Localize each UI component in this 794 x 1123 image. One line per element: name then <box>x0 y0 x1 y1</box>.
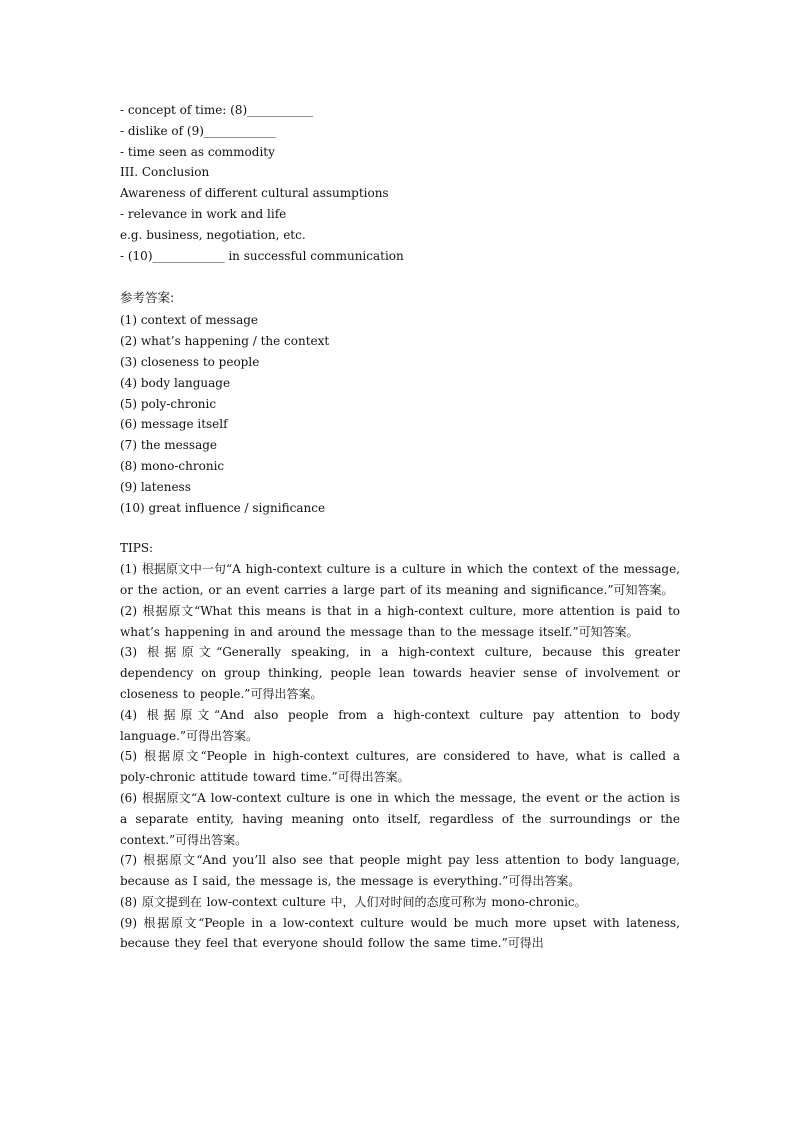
tip-item: (5) 根据原文“People in high-context cultures, are considered to have, what is called a poly-chronic attitude toward time.”可得出答案。 <box>120 749 680 785</box>
tips-heading: TIPS: <box>120 541 154 556</box>
answer-item: (1) context of message <box>120 313 259 328</box>
answer-item: (2) what’s happening / the context <box>120 334 330 349</box>
answer-item: (6) message itself <box>120 417 228 432</box>
answer-item: (7) the message <box>120 438 218 453</box>
outline-line: Awareness of different cultural assumptions <box>120 186 389 201</box>
answer-item: (5) poly-chronic <box>120 396 217 411</box>
spacer <box>120 518 680 538</box>
answers-heading: 参考答案: <box>120 290 175 306</box>
answer-item: (3) closeness to people <box>120 354 260 369</box>
document-page <box>120 100 680 954</box>
answer-item: (10) great influence / significance <box>120 500 326 515</box>
outline-line: - (10)____________ in successful communication <box>120 248 404 263</box>
outline-line: - relevance in work and life <box>120 206 287 221</box>
outline-line: e.g. business, negotiation, etc. <box>120 227 306 242</box>
answer-item: (9) lateness <box>120 479 191 494</box>
tip-item: (4) 根据原文“And also people from a high-context culture pay attention to body language.”可得出答案。 <box>120 707 680 743</box>
tip-item: (7) 根据原文“And you’ll also see that people might pay less attention to body language, because as I said, the message is, the message is everything.”可得出答案。 <box>120 853 680 889</box>
tip-item: (3) 根据原文“Generally speaking, in a high-context culture, because this greater dependency on group thinking, people lean towards heavier sense of involvement or closeness to people.”可得出答案。 <box>120 645 680 701</box>
answer-item: (8) mono-chronic <box>120 458 225 473</box>
outline-line: - concept of time: (8)___________ <box>120 103 314 117</box>
tip-item: (9) 根据原文“People in a low-context culture would be much more upset with lateness, because they feel that everyone should follow the same time.”可得出 <box>120 915 680 951</box>
tip-item: (1) 根据原文中一句“A high-context culture is a culture in which the context of the message, or the action, or an event carries a large part of its meaning and significance.”可知答案。 <box>120 562 680 597</box>
tip-item: (8) 原文提到在 low-context culture 中，人们对时间的态度可称为 mono-chronic。 <box>120 894 587 909</box>
tip-item: (6) 根据原文“A low-context culture is one in which the message, the event or the action is a separate entity, having meaning onto itself, regardless of the surroundings or the context.”可得出答案。 <box>120 790 680 847</box>
outline-heading-conclusion: III. Conclusion <box>120 165 210 180</box>
tip-item: (2) 根据原文“What this means is that in a high-context culture, more attention is paid to what’s happening in and around the message than to the message itself.”可知答案。 <box>120 603 680 639</box>
answer-item: (4) body language <box>120 375 231 390</box>
spacer <box>120 266 680 286</box>
outline-line: - time seen as commodity <box>120 144 275 159</box>
outline-line: - dislike of (9)____________ <box>120 123 276 138</box>
